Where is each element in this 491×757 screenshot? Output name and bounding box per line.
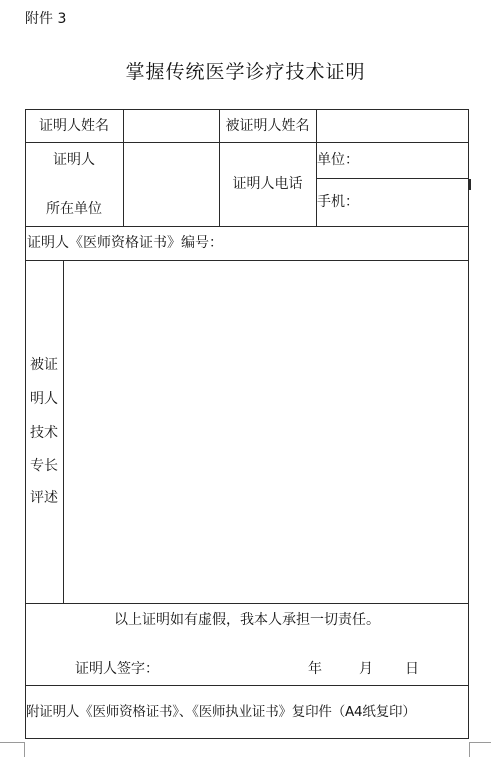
signature-field[interactable]	[165, 654, 300, 682]
attachment-note: 附证明人《医师资格证书》、《医师执业证书》复印件（A4纸复印）	[26, 704, 416, 720]
certificate-number-label: 证明人《医师资格证书》编号：	[27, 235, 223, 251]
table-border-bottom	[25, 738, 469, 739]
witness-unit-label-line1: 证明人	[53, 152, 95, 168]
certified-name-label: 被证明人姓名	[225, 118, 310, 134]
witness-name-label: 证明人姓名	[39, 118, 109, 134]
declaration-text: 以上证明如有虚假，我本人承担一切责任。	[114, 612, 380, 628]
certificate-number-field[interactable]	[231, 227, 468, 260]
date-month-label: 月	[359, 661, 373, 677]
page-corner-mark-left	[0, 742, 25, 743]
witness-phone-label: 证明人电话	[232, 176, 303, 192]
phone-unit-label: 单位：	[317, 152, 359, 168]
page-corner-mark-right-vertical	[469, 742, 470, 757]
evaluation-label-line-4: 专长	[30, 458, 58, 474]
date-year-label: 年	[308, 661, 322, 677]
annex-label: 附件 3	[25, 11, 67, 27]
phone-mobile-label: 手机：	[317, 194, 359, 210]
evaluation-label-line-3: 技术	[30, 425, 58, 441]
evaluation-label-line-2: 明人	[30, 391, 58, 407]
witness-unit-label-line2: 所在单位	[46, 201, 102, 217]
table-border-right	[468, 109, 469, 739]
page-corner-mark-left-vertical	[24, 742, 25, 757]
row-divider-5	[25, 685, 469, 686]
witness-name-field[interactable]	[124, 110, 219, 142]
page-corner-mark-right	[469, 742, 491, 743]
signature-label: 证明人签字：	[75, 661, 159, 677]
phone-unit-field[interactable]	[361, 143, 468, 178]
witness-unit-field[interactable]	[124, 143, 219, 226]
text-cursor-marker	[469, 179, 471, 190]
evaluation-label-line-5: 评述	[30, 490, 58, 506]
evaluation-label-line-1: 被证	[30, 357, 58, 373]
certified-name-field[interactable]	[317, 110, 468, 142]
date-day-label: 日	[405, 661, 419, 677]
evaluation-field[interactable]	[64, 261, 468, 603]
phone-mobile-field[interactable]	[361, 179, 468, 226]
document-title: 掌握传统医学诊疗技术证明	[125, 61, 366, 83]
row-divider-4	[25, 603, 469, 604]
certification-form-table	[25, 109, 469, 739]
